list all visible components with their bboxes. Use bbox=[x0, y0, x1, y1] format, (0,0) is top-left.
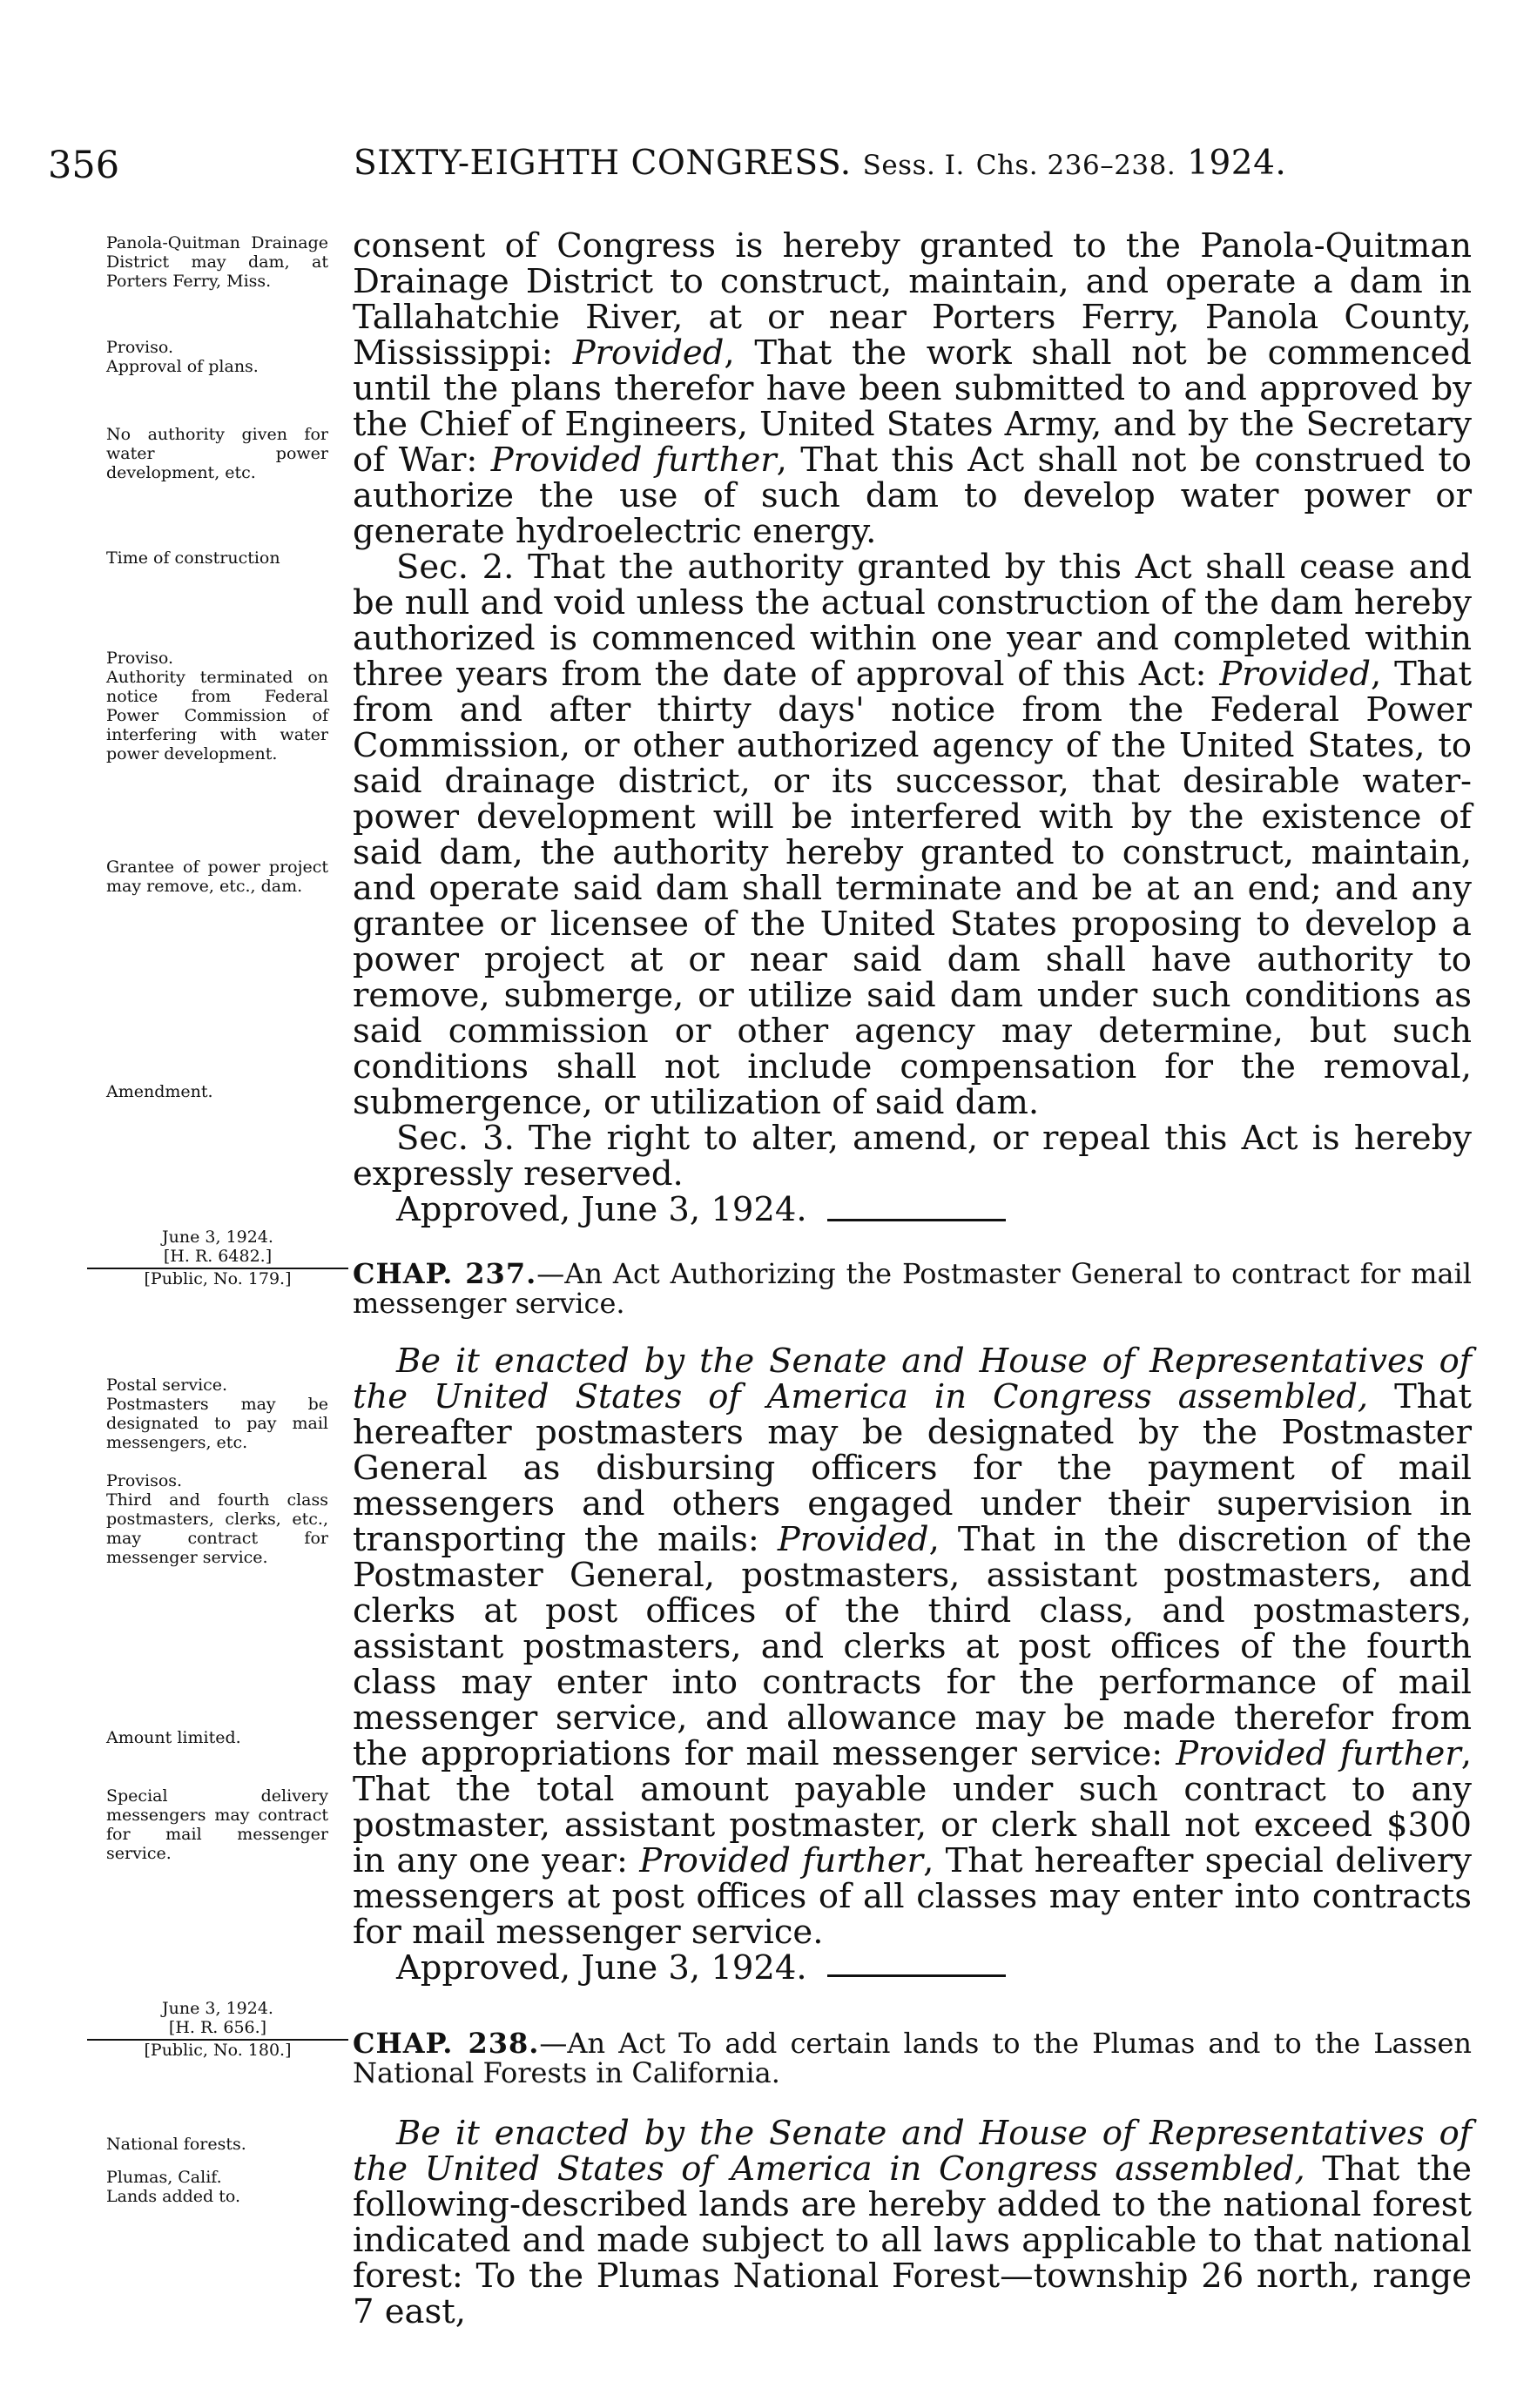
chap237-text bbox=[353, 1343, 1472, 1986]
margin-note-forests: National forests. bbox=[106, 2135, 246, 2154]
chap238-date: June 3, 1924. bbox=[162, 1999, 273, 2018]
section-divider-1 bbox=[827, 1219, 1006, 1221]
chap236-text bbox=[353, 228, 1472, 1228]
chap237-enacting-clause: Be it enacted by the Senate and House of Representatives of the United States of America in Congress assembled, bbox=[353, 1342, 1472, 1416]
chap237-margin-head bbox=[87, 1228, 348, 1288]
congress-title: SIXTY-EIGHTH CONGRESS. bbox=[354, 144, 852, 183]
margin-note-grantee: Grantee of power project may remove, etc., dam. bbox=[106, 858, 328, 896]
margin-note-amount: Amount limited. bbox=[106, 1728, 241, 1747]
margin-note-termination: Authority terminated on notice from Federal Power Commission of interfering with water power development. bbox=[106, 668, 328, 763]
chap238-body: Be it enacted by the Senate and House of Representatives of the United States of America in Congress assembled, That the following-described lands are hereby added to the national forest indicated and made subject to all laws applicable to that national forest: To the Plumas National Forest—township 26 north, range 7 east, bbox=[353, 2114, 1472, 2331]
year-label: 1924. bbox=[1187, 144, 1287, 183]
chap237-bill: [H. R. 6482.] bbox=[163, 1247, 273, 1266]
chap237-body: Be it enacted by the Senate and House of Representatives of the United States of America in Congress assembled, That hereafter postmasters may be designated by the Postmaster General as disbursing officers for the payment of mail messengers and others engaged under their supervision in transporting the mails: Provided, That in the discretion of the Postmaster General, postmasters, assistant postmasters, and clerks at post offices of the third class, and postmasters, assistant postmasters, and clerks at post offices of the fourth class may enter into contracts for the performance of mail messenger service, and allowance may be made therefor from the appropriations for mail messenger service: Provided further, That the total amount payable under such contract to any postmaster, assistant postmaster, or clerk shall not exceed $300 in any one year: Provided further, That hereafter special delivery messengers at post offices of all classes may enter into contracts for mail messenger service. bbox=[353, 1342, 1472, 1952]
chap238-heading bbox=[353, 2028, 1472, 2088]
chap238-margin-head bbox=[87, 1999, 348, 2060]
chap238-label: CHAP. 238. bbox=[353, 2027, 540, 2060]
chap238-bill: [H. R. 656.] bbox=[168, 2018, 267, 2037]
session-label: Sess. I. bbox=[862, 150, 965, 181]
page-number: 356 bbox=[48, 144, 120, 187]
chap237-date: June 3, 1924. bbox=[162, 1228, 273, 1247]
margin-note-no-authority: No authority given for water power development, etc. bbox=[106, 425, 328, 482]
margin-note-special: Special delivery messengers may contract for mail messenger service. bbox=[106, 1786, 328, 1863]
chap238-text bbox=[353, 2115, 1472, 2330]
margin-note-plumas: Plumas, Calif. bbox=[106, 2168, 222, 2187]
margin-note-dam: Panola-Quitman Drainage District may dam, at Porters Ferry, Miss. bbox=[106, 233, 328, 291]
chap236-approved: Approved, June 3, 1924. bbox=[396, 1190, 807, 1229]
running-head bbox=[354, 144, 1286, 183]
margin-note-third-fourth: Third and fourth class postmasters, clerks, etc., may contract for messenger service. bbox=[106, 1490, 328, 1567]
running-header bbox=[48, 144, 1476, 196]
chap238-enacting-clause: Be it enacted by the Senate and House of Representatives of the United States of America in Congress assembled, bbox=[353, 2114, 1472, 2189]
chap237-label: CHAP. 237. bbox=[353, 1257, 537, 1290]
chap237-heading bbox=[353, 1259, 1472, 1318]
section-divider-2 bbox=[827, 1974, 1006, 1977]
margin-note-approval: Approval of plans. bbox=[106, 357, 259, 376]
chap237-title: —An Act Authorizing the Postmaster General to contract for mail messenger service. bbox=[353, 1257, 1473, 1320]
chap237-approved: Approved, June 3, 1924. bbox=[396, 1948, 807, 1988]
margin-note-proviso: Proviso. bbox=[106, 338, 174, 357]
chap238-title: —An Act To add certain lands to the Plumas and to the Lassen National Forests in California. bbox=[353, 2027, 1473, 2089]
margin-note-designated: Postmasters may be designated to pay mail messengers, etc. bbox=[106, 1395, 328, 1452]
margin-note-provisos: Provisos. bbox=[106, 1471, 183, 1490]
margin-note-amendment: Amendment. bbox=[106, 1082, 213, 1101]
chap238-public: [Public, No. 180.] bbox=[87, 2039, 348, 2060]
margin-note-postal: Postal service. bbox=[106, 1376, 228, 1395]
chap236-section-2: Sec. 2. That the authority granted by this Act shall cease and be null and void unless the actual construction of the dam hereby authorized is commenced within one year and completed within three years from the date of approval of this Act: Provided, That from and after thirty days' notice from the Federal Power Commission, or other authorized agency of the United States, to said drainage district, or its successor, that desirable water-power development will be interfered with by the existence of said dam, the authority hereby granted to construct, maintain, and operate said dam shall terminate and be at an end; and any grantee or licensee of the United States proposing to develop a power project at or near said dam shall have authority to remove, submerge, or utilize said dam under such conditions as said commission or other agency may determine, but such conditions shall not include compensation for the removal, submergence, or utilization of said dam. bbox=[353, 548, 1472, 1122]
margin-note-time: Time of construction bbox=[106, 548, 280, 568]
margin-note-lands: Lands added to. bbox=[106, 2187, 241, 2206]
chapters-label: Chs. 236–238. bbox=[975, 150, 1176, 181]
chap237-public: [Public, No. 179.] bbox=[87, 1268, 348, 1288]
chap236-paragraph-1: consent of Congress is hereby granted to the Panola-Quitman Drainage District to construct, maintain, and operate a dam in Tallahatchie River, at or near Porters Ferry, Panola County, Mississippi: Provided, That the work shall not be commenced until the plans therefor have been submitted to and approved by the Chief of Engineers, United States Army, and by the Secretary of War: Provided further, That this Act shall not be construed to authorize the use of such dam to develop water power or generate hydroelectric energy. bbox=[353, 226, 1472, 551]
margin-note-proviso-2: Proviso. bbox=[106, 649, 174, 668]
chap236-section-3: Sec. 3. The right to alter, amend, or repeal this Act is hereby expressly reserved. bbox=[353, 1119, 1472, 1194]
